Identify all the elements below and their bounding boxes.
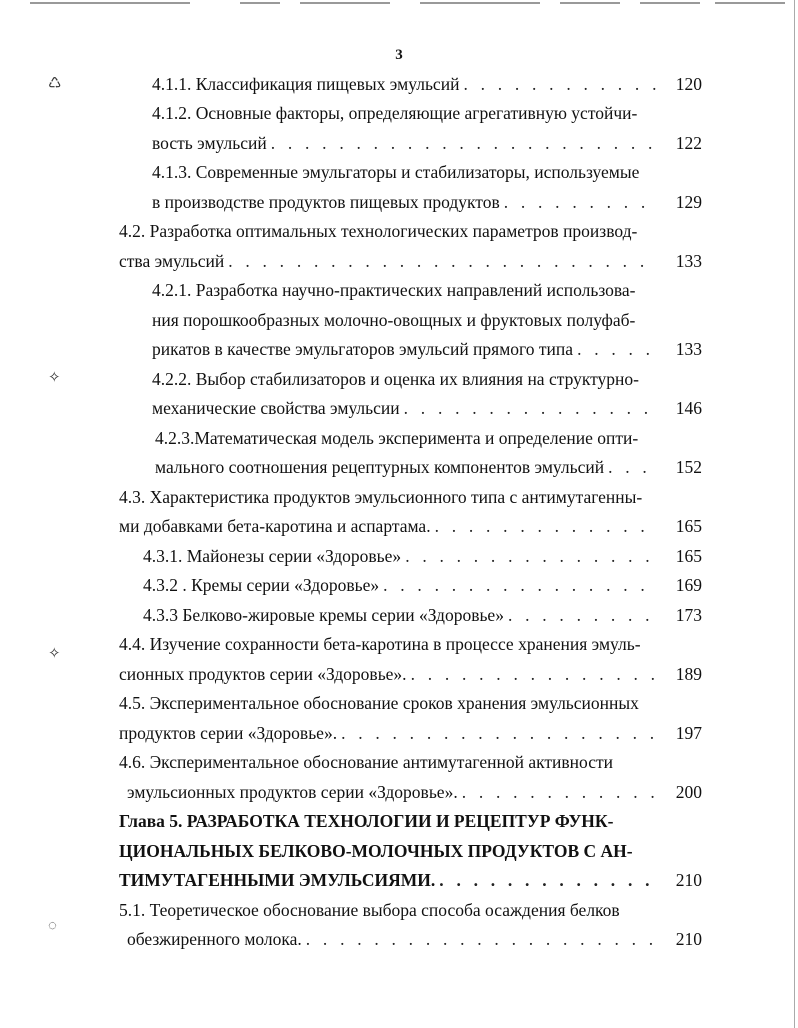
leader-dots — [383, 573, 656, 597]
leader-dots — [504, 190, 656, 214]
toc-text: 5.1. Теоретическое обоснование выбора способа осаждения белков — [119, 900, 620, 920]
toc-line — [119, 691, 659, 715]
toc-text: мального соотношения рецептурных компонентов эмульсий — [155, 457, 605, 477]
toc-chapter-text: ТИМУТАГЕННЫМИ ЭМУЛЬСИЯМИ. — [119, 870, 436, 890]
toc-text: 4.6. Экспериментальное обоснование антимутагенной активности — [119, 752, 614, 772]
toc-text: 4.1.1. Классификация пищевых эмульсий — [152, 74, 460, 94]
toc-page: 120 — [675, 74, 702, 94]
scan-edge-line — [240, 2, 280, 4]
toc-page: 165 — [675, 546, 702, 566]
toc-page: 152 — [675, 457, 702, 477]
punch-hole-mark: ◌ — [48, 918, 57, 934]
toc-text: вость эмульсий — [152, 133, 267, 153]
toc-page: 129 — [675, 192, 702, 212]
toc-text: 4.3.2 . Кремы серии «Здоровье» — [143, 575, 380, 595]
toc-line — [152, 337, 660, 361]
toc-line — [119, 662, 660, 686]
toc-page: 165 — [675, 516, 702, 536]
toc-line — [119, 750, 659, 774]
scan-edge-line — [715, 2, 785, 4]
punch-hole-mark: ✧ — [48, 370, 61, 386]
toc-line — [119, 249, 660, 273]
toc-line — [119, 632, 659, 656]
toc-line — [143, 544, 660, 568]
toc-text: 4.3. Характеристика продуктов эмульсионного типа с антимутагенны- — [119, 487, 643, 507]
leader-dots — [462, 780, 656, 804]
leader-dots — [271, 131, 656, 155]
toc-text: 4.1.2. Основные факторы, определяющие агрегативную устойчи- — [152, 103, 638, 123]
toc-text: сионных продуктов серии «Здоровье». — [119, 664, 407, 684]
toc-text: 4.5. Экспериментальное обоснование сроков хранения эмульсионных — [119, 693, 639, 713]
toc-text: в производстве продуктов пищевых продуктов — [152, 192, 500, 212]
toc-line — [155, 455, 660, 479]
leader-dots — [341, 721, 656, 745]
toc-line — [152, 396, 660, 420]
toc-line — [152, 160, 657, 184]
leader-dots — [463, 72, 656, 96]
punch-hole-mark: ♺ — [48, 76, 62, 92]
punch-hole-mark: ✧ — [48, 646, 61, 662]
toc-line — [119, 485, 659, 509]
toc-line — [127, 780, 660, 804]
toc-line — [119, 868, 660, 892]
page-number: 3 — [395, 47, 403, 63]
toc-line — [119, 721, 660, 745]
toc-text: 4.1.3. Современные эмульгаторы и стабилизаторы, используемые — [152, 162, 640, 182]
toc-line — [152, 367, 657, 391]
toc-line — [119, 219, 659, 243]
toc-page: 173 — [675, 605, 702, 625]
leader-dots — [577, 337, 656, 361]
toc-line — [119, 809, 659, 833]
toc-page: 169 — [675, 575, 702, 595]
toc-page: 200 — [675, 782, 702, 802]
toc-page: 189 — [675, 664, 702, 684]
leader-dots — [439, 868, 656, 892]
toc-text: 4.2.1. Разработка научно-практических направлений использова- — [152, 280, 636, 300]
scan-edge-line — [30, 2, 190, 4]
toc-line — [143, 573, 660, 597]
toc-text: ства эмульсий — [119, 251, 225, 271]
toc-text: механические свойства эмульсии — [152, 398, 400, 418]
scan-right-edge — [794, 0, 795, 1028]
toc-line — [155, 426, 657, 450]
toc-text: ния порошкообразных молочно-овощных и фруктовых полуфаб- — [152, 310, 636, 330]
toc-page: 133 — [675, 251, 702, 271]
leader-dots — [405, 544, 656, 568]
toc-chapter-text: ЦИОНАЛЬНЫХ БЕЛКОВО-МОЛОЧНЫХ ПРОДУКТОВ С АН- — [119, 841, 633, 861]
toc-text: 4.2.3.Математическая модель эксперимента и определение опти- — [155, 428, 639, 448]
toc-page: 197 — [675, 723, 702, 743]
toc-line — [152, 101, 652, 125]
toc-text: 4.3.3 Белково-жировые кремы серии «Здоровье» — [143, 605, 504, 625]
leader-dots — [228, 249, 656, 273]
toc-line — [143, 603, 660, 627]
toc-chapter-text: Глава 5. РАЗРАБОТКА ТЕХНОЛОГИИ И РЕЦЕПТУР ФУНК- — [119, 811, 614, 831]
toc-line — [152, 278, 657, 302]
toc-line — [119, 898, 659, 922]
toc-line — [119, 514, 660, 538]
toc-text: 4.3.1. Майонезы серии «Здоровье» — [143, 546, 402, 566]
toc-text: ми добавками бета-каротина и аспартама. — [119, 516, 431, 536]
scan-edge-line — [640, 2, 700, 4]
toc-line — [152, 190, 660, 214]
leader-dots — [306, 927, 656, 951]
scan-edge-line — [560, 2, 620, 4]
toc-text: обезжиренного молока. — [127, 929, 302, 949]
leader-dots — [608, 455, 656, 479]
toc-line — [152, 72, 660, 96]
leader-dots — [411, 662, 656, 686]
toc-line — [152, 308, 657, 332]
toc-line — [127, 927, 660, 951]
toc-text: рикатов в качестве эмульгаторов эмульсий прямого типа — [152, 339, 574, 359]
toc-text: 4.2. Разработка оптимальных технологических параметров производ- — [119, 221, 638, 241]
leader-dots — [508, 603, 656, 627]
toc-text: 4.4. Изучение сохранности бета-каротина в процессе хранения эмуль- — [119, 634, 641, 654]
leader-dots — [404, 396, 656, 420]
toc-page: 146 — [675, 398, 702, 418]
leader-dots — [435, 514, 656, 538]
toc-text: продуктов серии «Здоровье». — [119, 723, 338, 743]
toc-page: 210 — [675, 929, 702, 949]
toc-page: 210 — [675, 870, 702, 890]
toc-line — [119, 839, 659, 863]
toc-page: 122 — [675, 133, 702, 153]
toc-line — [152, 131, 660, 155]
scan-edge-line — [300, 2, 390, 4]
toc-text: эмульсионных продуктов серии «Здоровье». — [127, 782, 458, 802]
toc-page: 133 — [675, 339, 702, 359]
scan-edge-line — [420, 2, 540, 4]
toc-text: 4.2.2. Выбор стабилизаторов и оценка их влияния на структурно- — [152, 369, 639, 389]
